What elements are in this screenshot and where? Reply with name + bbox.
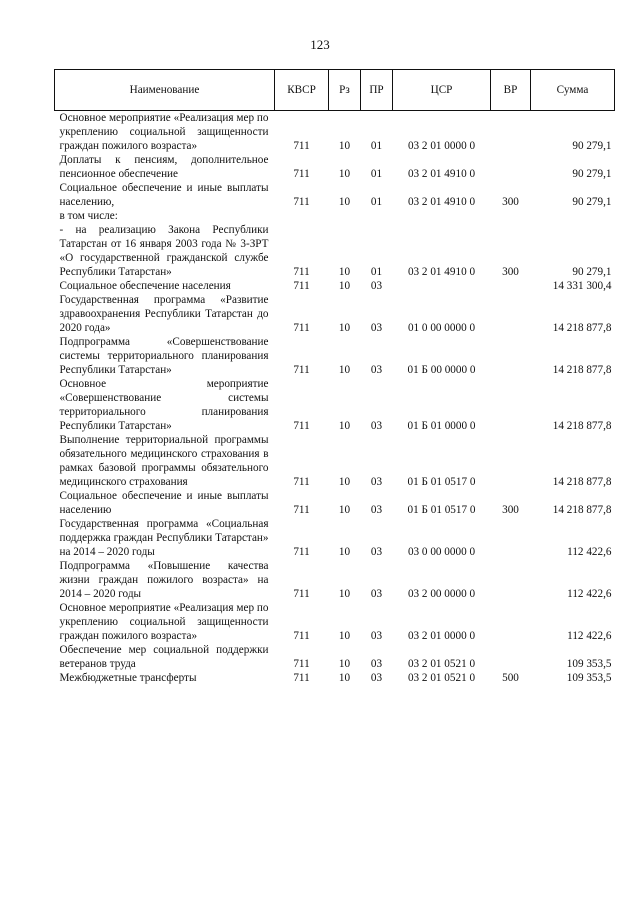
row-vr (491, 111, 531, 154)
row-csr: 01 Б 00 0000 0 (407, 364, 476, 376)
row-pr: 03 (370, 588, 383, 600)
table-row (55, 293, 615, 335)
row-name: Социальное обеспечение и иные выплаты населению (59, 490, 269, 516)
row-rz: 10 (338, 476, 351, 488)
row-pr: 01 (370, 196, 383, 208)
row-pr: 03 (370, 630, 383, 642)
row-rz: 10 (338, 420, 351, 432)
row-rz: 10 (338, 322, 351, 334)
header-pr: ПР (361, 70, 393, 111)
row-pr: 03 (370, 364, 383, 376)
table-row (55, 433, 615, 489)
row-sum: 90 279,1 (572, 266, 612, 278)
row-csr: 01 0 00 0000 0 (407, 322, 476, 334)
row-csr: 03 2 01 0000 0 (407, 630, 476, 642)
row-kvsr: 711 (293, 266, 310, 278)
row-vr (491, 153, 531, 181)
row-name: Государственная программа «Развитие здравоохранения Республики Татарстан до 2020 года» (59, 294, 269, 334)
row-pr: 01 (370, 168, 383, 180)
table-row (55, 111, 615, 154)
row-rz: 10 (338, 364, 351, 376)
row-csr: 01 Б 01 0000 0 (407, 420, 476, 432)
row-kvsr: 711 (293, 630, 310, 642)
row-pr: 03 (370, 672, 383, 684)
row-sum: 112 422,6 (567, 588, 612, 600)
header-sum: Сумма (531, 70, 615, 111)
row-name: Выполнение территориальной программы обязательного медицинского страхования в рамках базовой программы обязательного медицинского страхования (59, 434, 269, 488)
row-rz: 10 (338, 266, 351, 278)
row-sum: 112 422,6 (567, 546, 612, 558)
row-csr: 01 Б 01 0517 0 (407, 476, 476, 488)
row-pr: 03 (370, 476, 383, 488)
row-csr (393, 209, 491, 223)
row-csr: 03 2 01 0521 0 (407, 658, 476, 670)
row-vr (491, 601, 531, 643)
row-pr: 01 (370, 266, 383, 278)
row-sum: 109 353,5 (566, 658, 612, 670)
row-sum: 90 279,1 (572, 168, 612, 180)
row-name: Доплаты к пенсиям, дополнительное пенсионное обеспечение (59, 154, 269, 180)
row-sum: 14 218 877,8 (552, 322, 612, 334)
row-name: Социальное обеспечение и иные выплаты населению, (59, 182, 269, 208)
row-kvsr: 711 (293, 322, 310, 334)
row-csr: 01 Б 01 0517 0 (407, 504, 476, 516)
row-vr: 300 (502, 196, 519, 208)
row-rz: 10 (338, 588, 351, 600)
table-row (55, 559, 615, 601)
row-kvsr: 711 (293, 364, 310, 376)
row-csr: 03 2 01 0521 0 (407, 672, 476, 684)
row-rz: 10 (338, 168, 351, 180)
table-row (55, 181, 615, 209)
row-sum: 14 331 300,4 (552, 280, 612, 292)
row-name: Основное мероприятие «Реализация мер по укреплению социальной защищенности граждан пожилого возраста» (59, 112, 269, 152)
row-pr: 03 (370, 658, 383, 670)
table-row (55, 601, 615, 643)
row-pr (361, 209, 393, 223)
row-sum (531, 209, 615, 223)
row-sum: 14 218 877,8 (552, 504, 612, 516)
row-rz: 10 (338, 140, 351, 152)
row-sum: 109 353,5 (566, 672, 612, 684)
table-row (55, 489, 615, 517)
table-row (55, 377, 615, 433)
row-kvsr: 711 (293, 140, 310, 152)
row-csr: 03 2 01 4910 0 (407, 168, 476, 180)
row-kvsr: 711 (293, 280, 310, 292)
row-vr (491, 517, 531, 559)
row-vr (491, 209, 531, 223)
row-vr (491, 377, 531, 433)
budget-table (54, 69, 615, 685)
table-row (55, 153, 615, 181)
row-name: Социальное обеспечение населения (59, 280, 231, 292)
row-vr (491, 559, 531, 601)
row-kvsr: 711 (293, 420, 310, 432)
table-row (55, 517, 615, 559)
row-name: Основное мероприятие «Совершенствование системы территориального планирования Республики Татарстан» (59, 378, 269, 432)
row-csr: 03 2 00 0000 0 (407, 588, 476, 600)
table-row (55, 335, 615, 377)
row-vr: 500 (502, 672, 519, 684)
row-kvsr: 711 (293, 672, 310, 684)
row-pr: 03 (370, 420, 383, 432)
row-kvsr: 711 (293, 196, 310, 208)
row-name: - на реализацию Закона Республики Татарстан от 16 января 2003 года № 3-ЗРТ «О государственной гражданской службе Республики Татарстан» (59, 224, 269, 278)
row-kvsr: 711 (293, 658, 310, 670)
row-pr: 03 (370, 280, 383, 292)
row-rz: 10 (338, 280, 351, 292)
row-vr (491, 335, 531, 377)
row-name: Государственная программа «Социальная поддержка граждан Республики Татарстан» на 2014 – 2020 годы (59, 518, 269, 558)
row-csr: 03 2 01 4910 0 (407, 266, 476, 278)
table-row (55, 279, 615, 293)
row-vr (491, 643, 531, 671)
row-name: Основное мероприятие «Реализация мер по укреплению социальной защищенности граждан пожилого возраста» (59, 602, 269, 642)
row-rz: 10 (338, 504, 351, 516)
table-row (55, 223, 615, 279)
row-sum: 90 279,1 (572, 196, 612, 208)
header-rz: Рз (329, 70, 361, 111)
row-sum: 90 279,1 (572, 140, 612, 152)
row-vr (491, 433, 531, 489)
row-vr: 300 (502, 504, 519, 516)
row-kvsr: 711 (293, 476, 310, 488)
row-pr: 03 (370, 546, 383, 558)
row-rz: 10 (338, 630, 351, 642)
row-name: в том числе: (59, 210, 118, 222)
row-vr: 300 (502, 266, 519, 278)
row-rz: 10 (338, 672, 351, 684)
row-kvsr (275, 209, 329, 223)
table-header (55, 70, 615, 111)
table-row (55, 209, 615, 223)
row-name: Подпрограмма «Повышение качества жизни граждан пожилого возраста» на 2014 – 2020 годы (59, 560, 269, 600)
table-row (55, 643, 615, 671)
row-rz (329, 209, 361, 223)
row-rz: 10 (338, 196, 351, 208)
row-csr: 03 2 01 0000 0 (407, 140, 476, 152)
header-kvsr: КВСР (275, 70, 329, 111)
page-number: 123 (310, 37, 330, 52)
row-csr: 03 0 00 0000 0 (407, 546, 476, 558)
row-rz: 10 (338, 658, 351, 670)
row-kvsr: 711 (293, 168, 310, 180)
row-pr: 01 (370, 140, 383, 152)
row-pr: 03 (370, 322, 383, 334)
row-name: Обеспечение мер социальной поддержки ветеранов труда (59, 644, 269, 670)
row-sum: 14 218 877,8 (552, 476, 612, 488)
row-vr (491, 279, 531, 293)
row-vr (491, 293, 531, 335)
row-kvsr: 711 (293, 546, 310, 558)
row-name: Межбюджетные трансферты (59, 672, 197, 684)
row-rz: 10 (338, 546, 351, 558)
header-name: Наименование (55, 70, 275, 111)
row-kvsr: 711 (293, 504, 310, 516)
row-sum: 112 422,6 (567, 630, 612, 642)
row-csr (393, 279, 491, 293)
row-csr: 03 2 01 4910 0 (407, 196, 476, 208)
header-csr: ЦСР (393, 70, 491, 111)
row-name: Подпрограмма «Совершенствование системы территориального планирования Республики Татарстан» (59, 336, 269, 376)
row-sum: 14 218 877,8 (552, 364, 612, 376)
row-pr: 03 (370, 504, 383, 516)
header-vr: ВР (491, 70, 531, 111)
row-sum: 14 218 877,8 (552, 420, 612, 432)
table-row (55, 671, 615, 685)
table-body (55, 111, 615, 686)
row-kvsr: 711 (293, 588, 310, 600)
